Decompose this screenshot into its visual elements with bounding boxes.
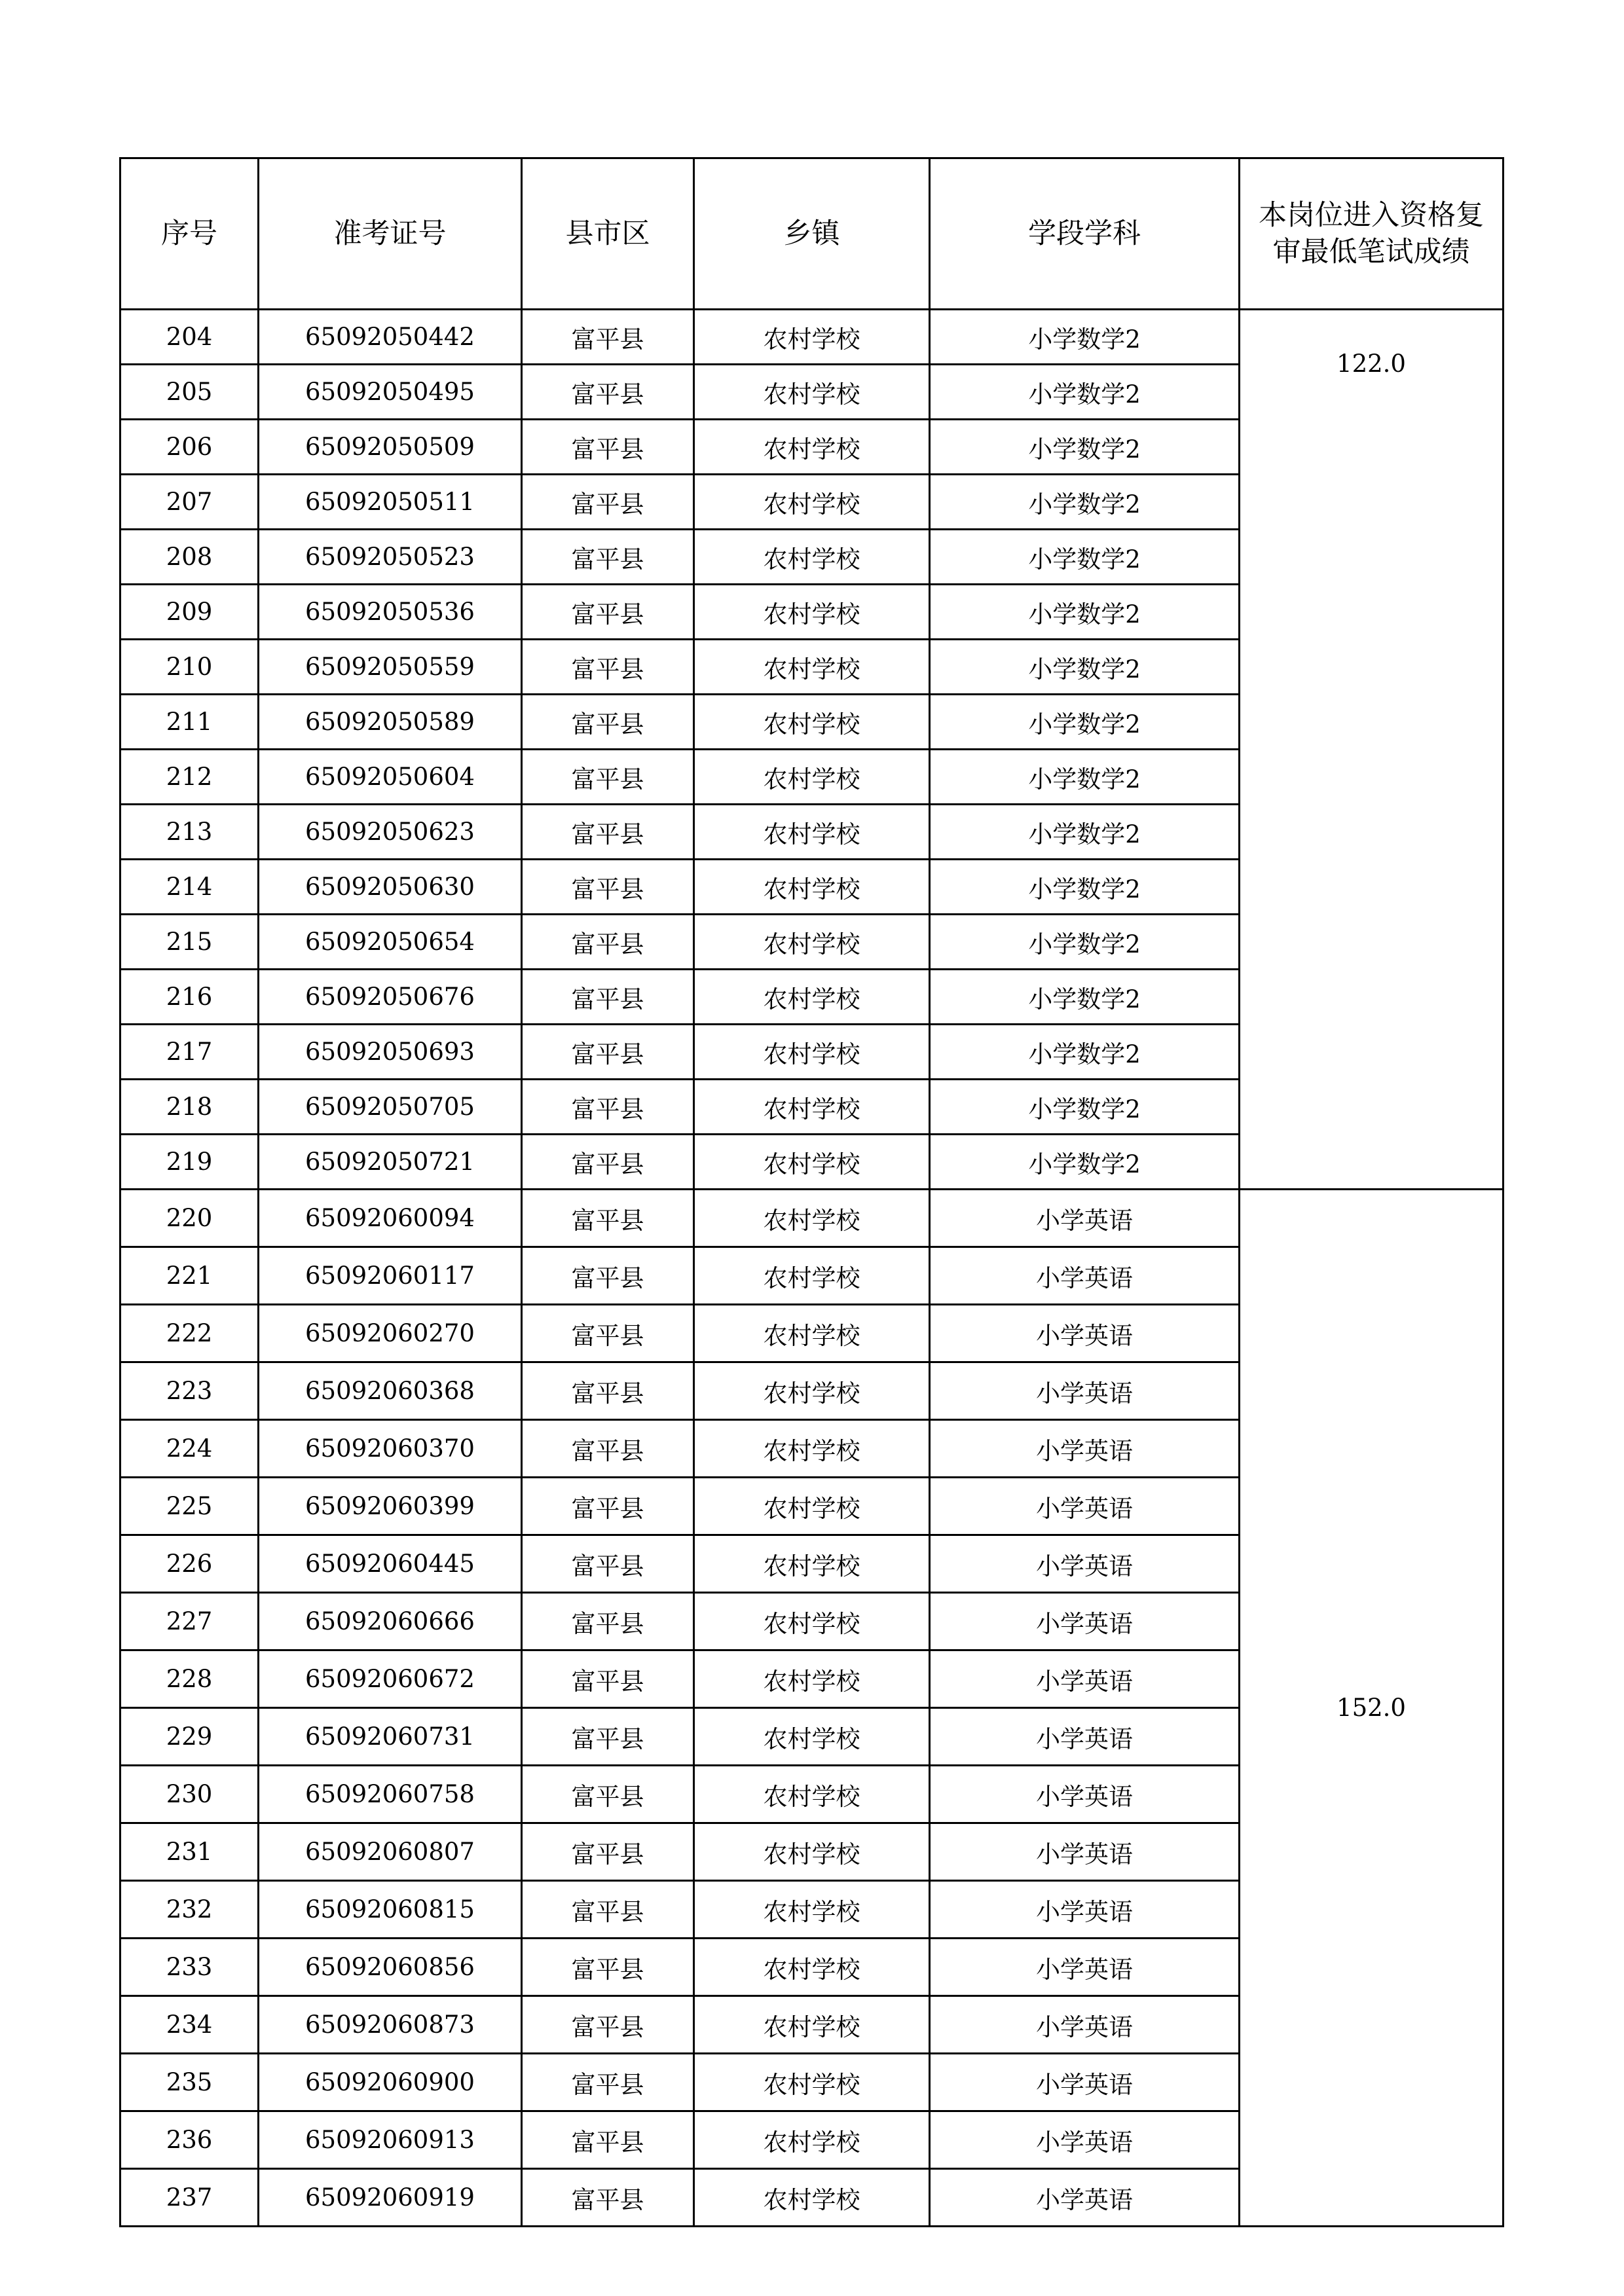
cell-township: 农村学校 — [694, 420, 930, 475]
cell-county: 富平县 — [522, 1766, 694, 1823]
cell-exam-id: 65092050509 — [259, 420, 522, 475]
cell-index: 210 — [120, 640, 259, 695]
cell-subject: 小学英语 — [930, 1593, 1240, 1650]
cell-exam-id: 65092050721 — [259, 1135, 522, 1190]
cell-index: 219 — [120, 1135, 259, 1190]
cell-county: 富平县 — [522, 1650, 694, 1708]
cell-index: 234 — [120, 1996, 259, 2054]
cell-subject: 小学英语 — [930, 1766, 1240, 1823]
group-english — [120, 1190, 1504, 2227]
cell-county: 富平县 — [522, 1135, 694, 1190]
cell-exam-id: 65092060094 — [259, 1190, 522, 1247]
cell-index: 212 — [120, 750, 259, 805]
cell-county: 富平县 — [522, 640, 694, 695]
cell-county: 富平县 — [522, 2054, 694, 2111]
cell-index: 207 — [120, 475, 259, 530]
cell-subject: 小学数学2 — [930, 640, 1240, 695]
cell-exam-id: 65092060666 — [259, 1593, 522, 1650]
table-header — [120, 158, 1504, 310]
cell-township: 农村学校 — [694, 970, 930, 1025]
cell-index: 213 — [120, 805, 259, 860]
cell-township: 农村学校 — [694, 1939, 930, 1996]
results-table — [119, 157, 1504, 2227]
cell-index: 209 — [120, 585, 259, 640]
cell-exam-id: 65092060445 — [259, 1535, 522, 1593]
cell-min-score: 152.0 — [1240, 1190, 1504, 2227]
cell-township: 农村学校 — [694, 1080, 930, 1135]
cell-county: 富平县 — [522, 1420, 694, 1478]
cell-county: 富平县 — [522, 2169, 694, 2227]
cell-township: 农村学校 — [694, 2054, 930, 2111]
header-exam-id: 准考证号 — [259, 158, 522, 310]
cell-index: 226 — [120, 1535, 259, 1593]
cell-county: 富平县 — [522, 1823, 694, 1881]
cell-exam-id: 65092060399 — [259, 1478, 522, 1535]
cell-township: 农村学校 — [694, 1535, 930, 1593]
cell-subject: 小学英语 — [930, 1650, 1240, 1708]
cell-township: 农村学校 — [694, 805, 930, 860]
cell-exam-id: 65092060672 — [259, 1650, 522, 1708]
cell-index: 225 — [120, 1478, 259, 1535]
cell-township: 农村学校 — [694, 1823, 930, 1881]
cell-exam-id: 65092050442 — [259, 310, 522, 365]
cell-index: 228 — [120, 1650, 259, 1708]
cell-subject: 小学英语 — [930, 1939, 1240, 1996]
cell-township: 农村学校 — [694, 1420, 930, 1478]
cell-subject: 小学英语 — [930, 2169, 1240, 2227]
cell-index: 227 — [120, 1593, 259, 1650]
cell-county: 富平县 — [522, 915, 694, 970]
header-index: 序号 — [120, 158, 259, 310]
cell-subject: 小学英语 — [930, 1996, 1240, 2054]
cell-township: 农村学校 — [694, 310, 930, 365]
cell-subject: 小学英语 — [930, 1362, 1240, 1420]
cell-index: 205 — [120, 365, 259, 420]
cell-exam-id: 65092060900 — [259, 2054, 522, 2111]
cell-county: 富平县 — [522, 1881, 694, 1939]
header-min-score: 本岗位进入资格复审最低笔试成绩 — [1240, 158, 1504, 310]
cell-index: 220 — [120, 1190, 259, 1247]
cell-township: 农村学校 — [694, 1478, 930, 1535]
cell-index: 217 — [120, 1025, 259, 1080]
cell-county: 富平县 — [522, 1362, 694, 1420]
cell-county: 富平县 — [522, 530, 694, 585]
cell-township: 农村学校 — [694, 365, 930, 420]
cell-subject: 小学英语 — [930, 1708, 1240, 1766]
cell-township: 农村学校 — [694, 1881, 930, 1939]
table-row — [120, 1190, 1504, 1247]
cell-exam-id: 65092060368 — [259, 1362, 522, 1420]
cell-index: 229 — [120, 1708, 259, 1766]
cell-subject: 小学英语 — [930, 1478, 1240, 1535]
cell-county: 富平县 — [522, 1305, 694, 1362]
cell-township: 农村学校 — [694, 1766, 930, 1823]
cell-subject: 小学英语 — [930, 1881, 1240, 1939]
cell-township: 农村学校 — [694, 915, 930, 970]
cell-township: 农村学校 — [694, 695, 930, 750]
cell-subject: 小学数学2 — [930, 365, 1240, 420]
cell-county: 富平县 — [522, 1080, 694, 1135]
cell-index: 230 — [120, 1766, 259, 1823]
cell-subject: 小学英语 — [930, 1420, 1240, 1478]
cell-subject: 小学数学2 — [930, 1135, 1240, 1190]
cell-county: 富平县 — [522, 1025, 694, 1080]
cell-index: 232 — [120, 1881, 259, 1939]
cell-township: 农村学校 — [694, 1305, 930, 1362]
cell-township: 农村学校 — [694, 585, 930, 640]
cell-index: 206 — [120, 420, 259, 475]
cell-township: 农村学校 — [694, 1135, 930, 1190]
cell-subject: 小学数学2 — [930, 1080, 1240, 1135]
header-row — [120, 158, 1504, 310]
cell-township: 农村学校 — [694, 530, 930, 585]
cell-township: 农村学校 — [694, 860, 930, 915]
cell-subject: 小学数学2 — [930, 420, 1240, 475]
cell-exam-id: 65092060758 — [259, 1766, 522, 1823]
cell-township: 农村学校 — [694, 2111, 930, 2169]
cell-county: 富平县 — [522, 970, 694, 1025]
cell-exam-id: 65092060807 — [259, 1823, 522, 1881]
cell-index: 215 — [120, 915, 259, 970]
cell-exam-id: 65092050654 — [259, 915, 522, 970]
cell-county: 富平县 — [522, 750, 694, 805]
cell-index: 214 — [120, 860, 259, 915]
cell-county: 富平县 — [522, 1535, 694, 1593]
cell-township: 农村学校 — [694, 1708, 930, 1766]
cell-index: 222 — [120, 1305, 259, 1362]
cell-subject: 小学数学2 — [930, 750, 1240, 805]
cell-county: 富平县 — [522, 1247, 694, 1305]
cell-county: 富平县 — [522, 1996, 694, 2054]
cell-subject: 小学数学2 — [930, 530, 1240, 585]
cell-county: 富平县 — [522, 1593, 694, 1650]
table-row — [120, 310, 1504, 365]
cell-township: 农村学校 — [694, 1025, 930, 1080]
cell-exam-id: 65092050559 — [259, 640, 522, 695]
cell-index: 233 — [120, 1939, 259, 1996]
cell-subject: 小学英语 — [930, 1535, 1240, 1593]
cell-subject: 小学英语 — [930, 1823, 1240, 1881]
cell-index: 236 — [120, 2111, 259, 2169]
cell-index: 235 — [120, 2054, 259, 2111]
header-county: 县市区 — [522, 158, 694, 310]
cell-subject: 小学英语 — [930, 2054, 1240, 2111]
header-township: 乡镇 — [694, 158, 930, 310]
cell-township: 农村学校 — [694, 2169, 930, 2227]
cell-exam-id: 65092050536 — [259, 585, 522, 640]
cell-subject: 小学数学2 — [930, 915, 1240, 970]
cell-county: 富平县 — [522, 365, 694, 420]
cell-county: 富平县 — [522, 475, 694, 530]
cell-index: 216 — [120, 970, 259, 1025]
cell-subject: 小学数学2 — [930, 475, 1240, 530]
cell-index: 221 — [120, 1247, 259, 1305]
cell-exam-id: 65092060270 — [259, 1305, 522, 1362]
cell-subject: 小学英语 — [930, 2111, 1240, 2169]
cell-county: 富平县 — [522, 1190, 694, 1247]
cell-exam-id: 65092060117 — [259, 1247, 522, 1305]
cell-index: 237 — [120, 2169, 259, 2227]
cell-county: 富平县 — [522, 420, 694, 475]
cell-subject: 小学英语 — [930, 1247, 1240, 1305]
cell-county: 富平县 — [522, 860, 694, 915]
group-math — [120, 310, 1504, 1190]
cell-subject: 小学数学2 — [930, 310, 1240, 365]
cell-exam-id: 65092050630 — [259, 860, 522, 915]
cell-county: 富平县 — [522, 310, 694, 365]
cell-county: 富平县 — [522, 695, 694, 750]
cell-index: 211 — [120, 695, 259, 750]
cell-subject: 小学英语 — [930, 1190, 1240, 1247]
cell-county: 富平县 — [522, 2111, 694, 2169]
cell-township: 农村学校 — [694, 750, 930, 805]
cell-township: 农村学校 — [694, 1362, 930, 1420]
cell-township: 农村学校 — [694, 475, 930, 530]
cell-township: 农村学校 — [694, 640, 930, 695]
cell-exam-id: 65092060919 — [259, 2169, 522, 2227]
cell-township: 农村学校 — [694, 1247, 930, 1305]
cell-exam-id: 65092060913 — [259, 2111, 522, 2169]
cell-index: 204 — [120, 310, 259, 365]
cell-exam-id: 65092060815 — [259, 1881, 522, 1939]
cell-county: 富平县 — [522, 585, 694, 640]
cell-township: 农村学校 — [694, 1650, 930, 1708]
cell-exam-id: 65092050495 — [259, 365, 522, 420]
cell-subject: 小学数学2 — [930, 805, 1240, 860]
cell-county: 富平县 — [522, 1708, 694, 1766]
cell-exam-id: 65092050604 — [259, 750, 522, 805]
cell-township: 农村学校 — [694, 1996, 930, 2054]
cell-exam-id: 65092050589 — [259, 695, 522, 750]
cell-county: 富平县 — [522, 1478, 694, 1535]
cell-min-score: 122.0 — [1240, 310, 1504, 1190]
cell-county: 富平县 — [522, 1939, 694, 1996]
cell-exam-id: 65092060856 — [259, 1939, 522, 1996]
header-subject: 学段学科 — [930, 158, 1240, 310]
cell-subject: 小学数学2 — [930, 585, 1240, 640]
cell-exam-id: 65092050523 — [259, 530, 522, 585]
cell-exam-id: 65092050623 — [259, 805, 522, 860]
cell-index: 224 — [120, 1420, 259, 1478]
cell-index: 218 — [120, 1080, 259, 1135]
cell-exam-id: 65092050676 — [259, 970, 522, 1025]
cell-exam-id: 65092050705 — [259, 1080, 522, 1135]
cell-subject: 小学数学2 — [930, 695, 1240, 750]
cell-exam-id: 65092060731 — [259, 1708, 522, 1766]
cell-subject: 小学数学2 — [930, 1025, 1240, 1080]
cell-index: 208 — [120, 530, 259, 585]
cell-index: 223 — [120, 1362, 259, 1420]
cell-index: 231 — [120, 1823, 259, 1881]
cell-township: 农村学校 — [694, 1190, 930, 1247]
cell-exam-id: 65092060370 — [259, 1420, 522, 1478]
cell-exam-id: 65092050693 — [259, 1025, 522, 1080]
cell-exam-id: 65092050511 — [259, 475, 522, 530]
cell-subject: 小学数学2 — [930, 970, 1240, 1025]
cell-county: 富平县 — [522, 805, 694, 860]
cell-township: 农村学校 — [694, 1593, 930, 1650]
cell-subject: 小学数学2 — [930, 860, 1240, 915]
cell-exam-id: 65092060873 — [259, 1996, 522, 2054]
cell-subject: 小学英语 — [930, 1305, 1240, 1362]
